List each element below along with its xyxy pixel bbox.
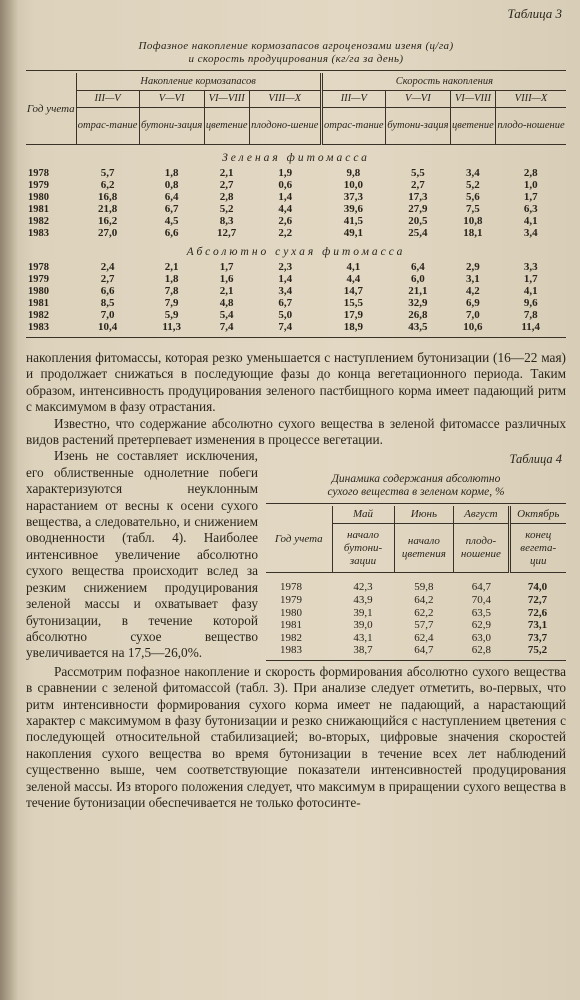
table3-section-title: Абсолютно сухая фитомасса	[186, 246, 406, 258]
table3-cell: 10,6	[450, 321, 495, 338]
table3-cell: 5,9	[164, 309, 179, 321]
table3-cell: 16,8	[97, 191, 118, 203]
table3-cell: 5,2	[219, 203, 234, 215]
table3-row	[26, 191, 566, 203]
table3-cell: 2,1	[219, 285, 234, 297]
table4-cell: 39,1	[353, 606, 373, 619]
table3-cell: 5,5	[411, 167, 425, 179]
table3-cell: 7,0	[100, 309, 115, 321]
table3-stage: V—VI	[139, 91, 204, 108]
table3-cell: 2,2	[278, 227, 293, 239]
table3-cell: 8,5	[100, 297, 115, 309]
table4-year: 1978	[280, 581, 302, 594]
table3-phase: плодо-ношение	[495, 108, 566, 145]
table3-cell: 2,8	[219, 191, 234, 203]
table3-cell: 2,7	[411, 179, 425, 191]
table3-cell: 18,1	[463, 227, 483, 239]
table3-row	[26, 215, 566, 227]
table3-year: 1979	[28, 273, 49, 285]
table3-row	[26, 285, 566, 297]
table3-cell: 17,9	[343, 309, 363, 321]
table3-cell: 7,8	[164, 285, 179, 297]
table3-cell: 1,8	[164, 273, 179, 285]
table3-cell: 16,2	[97, 215, 118, 227]
table3-cell: 0,8	[164, 179, 179, 191]
table4-title	[266, 473, 566, 499]
table3-phase: цветение	[450, 108, 495, 145]
table3-cell: 4,2	[466, 285, 480, 297]
table4-month: Июнь	[394, 506, 454, 524]
table3-phase: отрас-тание	[76, 108, 139, 145]
book-binding	[0, 0, 18, 1000]
table3-cell: 1,7	[219, 261, 234, 273]
table3-cell: 7,8	[523, 309, 538, 321]
table3-cell: 2,9	[466, 261, 480, 273]
table4-cell: 72,7	[527, 594, 548, 607]
table3-year: 1980	[28, 191, 49, 203]
table3-cell: 10,4	[76, 321, 139, 338]
table3-cell: 10,8	[463, 215, 483, 227]
table3-cell: 1,4	[278, 273, 293, 285]
table3-cell: 21,8	[97, 203, 118, 215]
table3-cell: 15,5	[343, 297, 363, 309]
table3-cell: 6,4	[411, 261, 425, 273]
table3-cell: 5,0	[278, 309, 293, 321]
table4-phase: начало цветения	[394, 524, 454, 573]
table3-cell: 4,8	[219, 297, 234, 309]
table3-section-title: Зеленая фитомасса	[222, 152, 370, 164]
table3-cell: 4,1	[346, 261, 361, 273]
table3-cell: 2,7	[219, 179, 234, 191]
table3-cell: 5,2	[466, 179, 480, 191]
table4-title-line1: Динамика содержания абсолютно	[331, 473, 501, 486]
table3-cell: 2,3	[278, 261, 293, 273]
table3-cell: 0,6	[278, 179, 293, 191]
table3-row	[26, 321, 566, 338]
table3-phase: отрас-тание	[321, 108, 385, 145]
table4-cell: 72,6	[527, 606, 548, 619]
table3-cell: 21,1	[408, 285, 428, 297]
table3-year: 1978	[28, 261, 49, 273]
table4-cell: 38,7	[332, 644, 394, 660]
table3-row	[26, 261, 566, 273]
table3-cell: 1,7	[523, 191, 538, 203]
table3-cell: 11,3	[139, 321, 204, 338]
table3-cell: 39,6	[343, 203, 363, 215]
table3-cell: 5,6	[466, 191, 480, 203]
table4-cell: 73,1	[527, 619, 548, 632]
table3-year: 1981	[28, 297, 49, 309]
table4-cell: 74,0	[527, 581, 548, 594]
table3-cell: 6,7	[164, 203, 179, 215]
table4-cell: 62,2	[414, 606, 434, 619]
paragraph-1: накопления фитомассы, которая резко уменьшается с наступлением бутонизации (16—22 мая) и продолжает снижаться в последующие фазы до конца вегетационного периода. Таким образом, интенсивность продуцирования зеленого пастбищного корма имеет падающий ритм с максимумом в фазу отрастания.	[26, 350, 566, 415]
table3-cell: 8,3	[219, 215, 234, 227]
table3-cell: 1,4	[278, 191, 293, 203]
table4-title-line2: сухого вещества в зеленом корме, %	[327, 486, 505, 499]
table3-year-header: Год учета	[26, 73, 76, 145]
table3-row	[26, 179, 566, 191]
table3-cell: 4,4	[346, 273, 361, 285]
table3-cell: 2,1	[164, 261, 179, 273]
table4-cell: 63,0	[471, 631, 491, 644]
table3-cell: 1,7	[523, 273, 538, 285]
table4-cell: 70,4	[471, 594, 491, 607]
table3-cell: 3,4	[466, 167, 480, 179]
table3-cell: 2,7	[100, 273, 115, 285]
page-content	[26, 6, 566, 811]
table3-cell: 6,6	[100, 285, 115, 297]
table3-cell: 27,0	[97, 227, 118, 239]
table3	[26, 70, 566, 338]
table3-cell: 3,3	[523, 261, 538, 273]
table3-stage: VI—VIII	[204, 91, 249, 108]
table4-phase: начало бутони-зации	[332, 524, 394, 573]
table3-stage: VIII—X	[249, 91, 321, 108]
table3-cell: 10,0	[343, 179, 363, 191]
table3-cell: 6,7	[278, 297, 293, 309]
table3-label: Таблица 3	[507, 6, 562, 21]
table3-phase: цветение	[204, 108, 249, 145]
table3-year: 1978	[28, 167, 49, 179]
table4-row	[266, 594, 566, 607]
paragraph-3: Рассмотрим пофазное накопление и скорость формирования абсолютно сухого вещества в сравнении с зеленой фитомассой (табл. 3). При анализе следует отметить, во-первых, что ритм интенсивности формирования сухого корма имеет не падающий, а нарастающий характер с максимумом в фазу бутонизации и резко снижающийся с наступлением цветения с последующей относительной стабилизацией; во-вторых, цифровые значения скоростей накопления сухого вещества во время бутонизации в течение всех лет наблюдений существенно выше, чем соответствующие показатели интенсивностей продуцирования зеленой массы. Из второго положения следует, что максимум в приращении сухого вещества в течение бутонизации обеспечивается не только фотосинте-	[26, 663, 566, 810]
table3-stage: III—V	[321, 91, 385, 108]
table4-cell: 64,7	[471, 581, 491, 594]
table4-year-header: Год учета	[266, 506, 332, 573]
table3-cell: 20,5	[408, 215, 428, 227]
table3-phase: бутони-зация	[139, 108, 204, 145]
table4-cell: 59,8	[414, 581, 434, 594]
table3-cell: 49,1	[343, 227, 363, 239]
table4-row	[266, 573, 566, 594]
table3-title-line1: Пофазное накопление кормозапасов агроценозами изеня (ц/га)	[138, 40, 454, 52]
table3-row	[26, 297, 566, 309]
table4-year: 1983	[266, 644, 332, 660]
table4-month: Октябрь	[509, 506, 566, 524]
table4-month: Август	[454, 506, 509, 524]
table4-row	[266, 644, 566, 660]
table3-year: 1981	[28, 203, 49, 215]
table3-cell: 26,8	[408, 309, 428, 321]
table4-block	[266, 452, 566, 661]
table3-row	[26, 309, 566, 321]
table4-cell: 39,0	[353, 619, 373, 632]
table3-cell: 7,4	[204, 321, 249, 338]
table3-stage: V—VI	[385, 91, 450, 108]
table3-cell: 1,0	[523, 179, 538, 191]
table3-cell: 2,8	[523, 167, 538, 179]
table4-year: 1982	[280, 631, 302, 644]
paragraph-2-intro: Известно, что содержание абсолютно сухого вещества в зеленой фитомассе различных видов растений претерпевает изменения в процессе вегетации.	[26, 415, 566, 448]
table4-row	[266, 619, 566, 632]
table3-cell: 25,4	[408, 227, 428, 239]
table3-cell: 11,4	[495, 321, 566, 338]
table4-cell: 64,7	[394, 644, 454, 660]
table4-month: Май	[332, 506, 394, 524]
table3-cell: 1,8	[164, 167, 179, 179]
table4	[266, 503, 566, 661]
table3-year: 1982	[28, 215, 49, 227]
table3-title-line2: и скорость продуцирования (кг/га за день)	[188, 53, 404, 65]
table3-group-accumulation: Накопление кормозапасов	[76, 73, 321, 91]
table3-cell: 3,4	[278, 285, 293, 297]
table3-cell: 6,4	[164, 191, 179, 203]
table3-cell: 17,3	[408, 191, 428, 203]
table3-row	[26, 273, 566, 285]
table4-label: Таблица 4	[509, 452, 562, 467]
table4-phase: плодо-ношение	[454, 524, 509, 573]
table4-cell: 62,8	[454, 644, 509, 660]
table3-cell: 9,6	[523, 297, 538, 309]
left-column	[26, 448, 258, 661]
table3-cell: 4,5	[164, 215, 179, 227]
table3-cell: 2,4	[100, 261, 115, 273]
table3-row	[26, 203, 566, 215]
table3-row	[26, 167, 566, 179]
table3-cell: 6,3	[523, 203, 538, 215]
table3-group-speed: Скорость накопления	[321, 73, 566, 91]
table4-cell: 43,1	[353, 631, 373, 644]
paragraph-2-column: Изень не составляет исключения, его облиственные однолетние побеги характеризуются неуклонным нарастанием от весны к осени сухого вещества, а следовательно, и снижением оводненности (табл. 4). Наиболее интенсивное увеличение абсолютно сухого вещества происходит вслед за резким снижением продуцирования зеленой массы и охватывает фазу бутонизации, в течение которой абсолютно сухое вещество увеличивается на 17,5—26,0%.	[26, 448, 258, 661]
table3-stage: VI—VIII	[450, 91, 495, 108]
table4-year: 1981	[280, 619, 302, 632]
table4-cell: 64,2	[414, 594, 434, 607]
table4-cell: 75,2	[509, 644, 566, 660]
table3-cell: 5,7	[100, 167, 115, 179]
table3-cell: 37,3	[343, 191, 363, 203]
table3-cell: 43,5	[385, 321, 450, 338]
table3-cell: 3,4	[523, 227, 538, 239]
table3-year: 1983	[26, 321, 76, 338]
table4-row	[266, 607, 566, 620]
table4-cell: 73,7	[527, 631, 548, 644]
table3-cell: 9,8	[346, 167, 361, 179]
table3-cell: 41,5	[343, 215, 363, 227]
table4-year: 1979	[280, 594, 302, 607]
table3-cell: 7,4	[249, 321, 321, 338]
table3-cell: 4,1	[523, 215, 538, 227]
table3-cell: 4,4	[278, 203, 293, 215]
table3-title	[66, 40, 526, 66]
table3-cell: 7,0	[466, 309, 480, 321]
text-table-wrap	[26, 448, 566, 661]
table3-stage: VIII—X	[495, 91, 566, 108]
table3-stage: III—V	[76, 91, 139, 108]
table3-cell: 14,7	[343, 285, 363, 297]
table3-year: 1980	[28, 285, 49, 297]
table3-row	[26, 227, 566, 239]
table3-year: 1979	[28, 179, 49, 191]
table3-phase: плодоно-шение	[249, 108, 321, 145]
table4-phase: конец вегета-ции	[509, 524, 566, 573]
table3-cell: 6,9	[466, 297, 480, 309]
table3-cell: 27,9	[408, 203, 428, 215]
table3-phase: бутони-зация	[385, 108, 450, 145]
table4-cell: 62,9	[471, 619, 491, 632]
table3-year: 1983	[28, 227, 49, 239]
table3-cell: 18,9	[321, 321, 385, 338]
table3-cell: 4,1	[523, 285, 538, 297]
table4-cell: 43,9	[353, 594, 373, 607]
table3-cell: 6,2	[100, 179, 115, 191]
table3-cell: 2,6	[278, 215, 293, 227]
table3-cell: 12,7	[217, 227, 237, 239]
table4-cell: 42,3	[353, 581, 373, 594]
table3-cell: 2,1	[219, 167, 234, 179]
table3-cell: 5,4	[219, 309, 234, 321]
table3-year: 1982	[28, 309, 49, 321]
table4-row	[266, 632, 566, 645]
table3-cell: 6,0	[411, 273, 425, 285]
table3-cell: 1,9	[278, 167, 293, 179]
table3-cell: 32,9	[408, 297, 428, 309]
table4-cell: 57,7	[414, 619, 434, 632]
table3-cell: 7,5	[466, 203, 480, 215]
table4-year: 1980	[280, 606, 302, 619]
table4-cell: 62,4	[414, 631, 434, 644]
table3-cell: 1,6	[219, 273, 234, 285]
table4-cell: 63,5	[471, 606, 491, 619]
table3-cell: 3,1	[466, 273, 480, 285]
table3-cell: 7,9	[164, 297, 179, 309]
table3-cell: 6,6	[164, 227, 179, 239]
